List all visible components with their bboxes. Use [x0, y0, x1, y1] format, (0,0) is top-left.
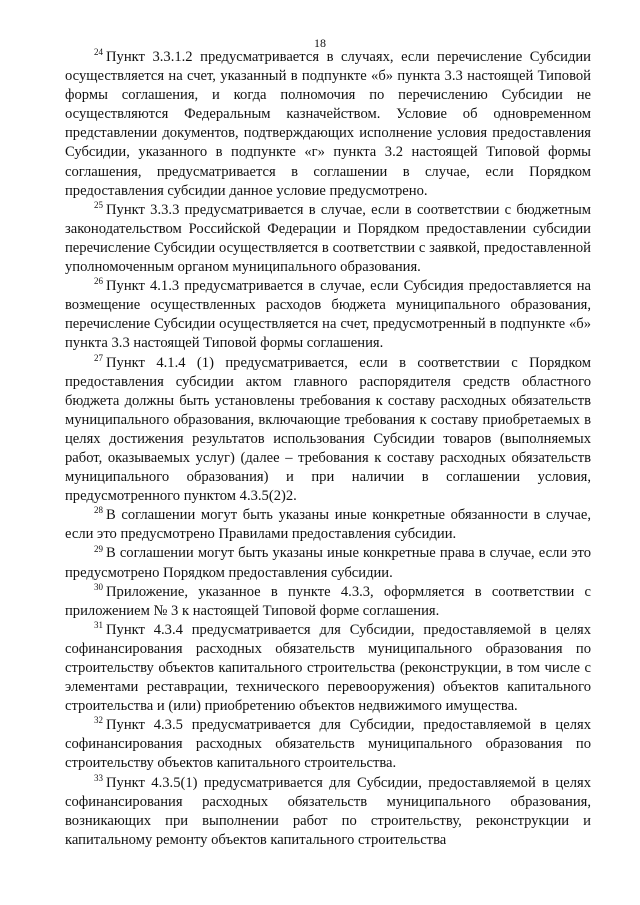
footnote-text: Пункт 4.1.4 (1) предусматривается, если в соответствии с Порядком предоставления субсидии актом главного распорядителя средств областного бюджета должны быть установлены требования к составу расходных обязательств муниципального образования, включающие требования к составу приобретаемых в целях достижения результатов использования Субсидии товаров (выполняемых работ, оказываемых услуг) (далее – требования к составу расходных обязательств муниципального образования) и при наличии в соглашении условия, предусмотренного пунктом 4.3.5(2)2. [65, 354, 591, 505]
footnote-marker: 28 [94, 505, 103, 516]
footnote-marker: 26 [94, 276, 103, 287]
footnote-text: Пункт 4.3.4 предусматривается для Субсидии, предоставляемой в целях софинансирования расходных обязательств муниципального образования по строительству объектов капитального строительства (реконструкции, в том числе с элементами реставрации, технического перевооружения) объектов капитального строительства и (или) приобретению объектов недвижимого имущества. [65, 621, 591, 715]
footnote-24 [65, 48, 591, 201]
footnote-text: Пункт 4.1.3 предусматривается в случае, если Субсидия предоставляется на возмещение осуществленных расходов бюджета муниципального образования, перечисление Субсидии осуществляется на счет, предусмотренный в подпункте «б» пункта 3.3 настоящей Типовой формы соглашения. [65, 278, 591, 352]
footnote-27 [65, 354, 591, 507]
footnote-marker: 27 [94, 352, 103, 363]
footnote-28 [65, 506, 591, 544]
footnote-marker: 29 [94, 543, 103, 554]
footnote-text: Пункт 4.3.5 предусматривается для Субсидии, предоставляемой в целях софинансирования расходных обязательств муниципального образования по строительству объектов капитального строительства. [65, 717, 591, 772]
page-number: 18 [314, 36, 326, 50]
footnote-text: Приложение, указанное в пункте 4.3.3, оформляется в соответствии с приложением № 3 к настоящей Типовой форме соглашения. [65, 583, 591, 619]
footnote-33 [65, 774, 591, 850]
footnote-marker: 24 [94, 47, 103, 58]
footnote-text: В соглашении могут быть указаны иные конкретные права в случае, если это предусмотрено Порядком предоставления субсидии. [65, 545, 591, 581]
footnote-marker: 33 [94, 772, 103, 783]
footnote-marker: 32 [94, 715, 103, 726]
footnote-text: Пункт 3.3.1.2 предусматривается в случаях, если перечисление Субсидии осуществляется на счет, указанный в подпункте «б» пункта 3.3 настоящей Типовой формы соглашения, и когда полномочия по перечислению Субсидии не осуществляются Федеральным казначейством. Условие об одновременном представлении документов, подтверждающих исполнение условия предоставления Субсидии, указанного в подпункте «г» пункта 3.2 настоящей Типовой формы соглашения, предусматривается в соглашении в случае, если Порядком предоставления субсидии данное условие предусмотрено. [65, 49, 591, 199]
footnote-marker: 30 [94, 581, 103, 592]
footnote-marker: 31 [94, 619, 103, 630]
footnote-25 [65, 201, 591, 277]
footnote-31 [65, 621, 591, 716]
footnote-32 [65, 716, 591, 773]
footnote-26 [65, 277, 591, 353]
footnote-text: Пункт 4.3.5(1) предусматривается для Субсидии, предоставляемой в целях софинансирования расходных обязательств муниципального образования, возникающих при выполнении работ по строительству, реконструкции и капитальному ремонту объектов капитального строительства [65, 774, 591, 848]
footnote-30 [65, 583, 591, 621]
footnote-text: Пункт 3.3.3 предусматривается в случае, если в соответствии с бюджетным законодательством Российской Федерации и Порядком предоставлении субсидии перечисление Субсидии осуществляется в соответствии с заявкой, предоставленной уполномоченным органом муниципального образования. [65, 201, 591, 276]
footnotes-block [65, 48, 591, 850]
footnote-29 [65, 544, 591, 582]
footnote-marker: 25 [94, 199, 103, 210]
footnote-text: В соглашении могут быть указаны иные конкретные обязанности в случае, если это предусмотрено Правилами предоставления субсидии. [65, 507, 591, 543]
